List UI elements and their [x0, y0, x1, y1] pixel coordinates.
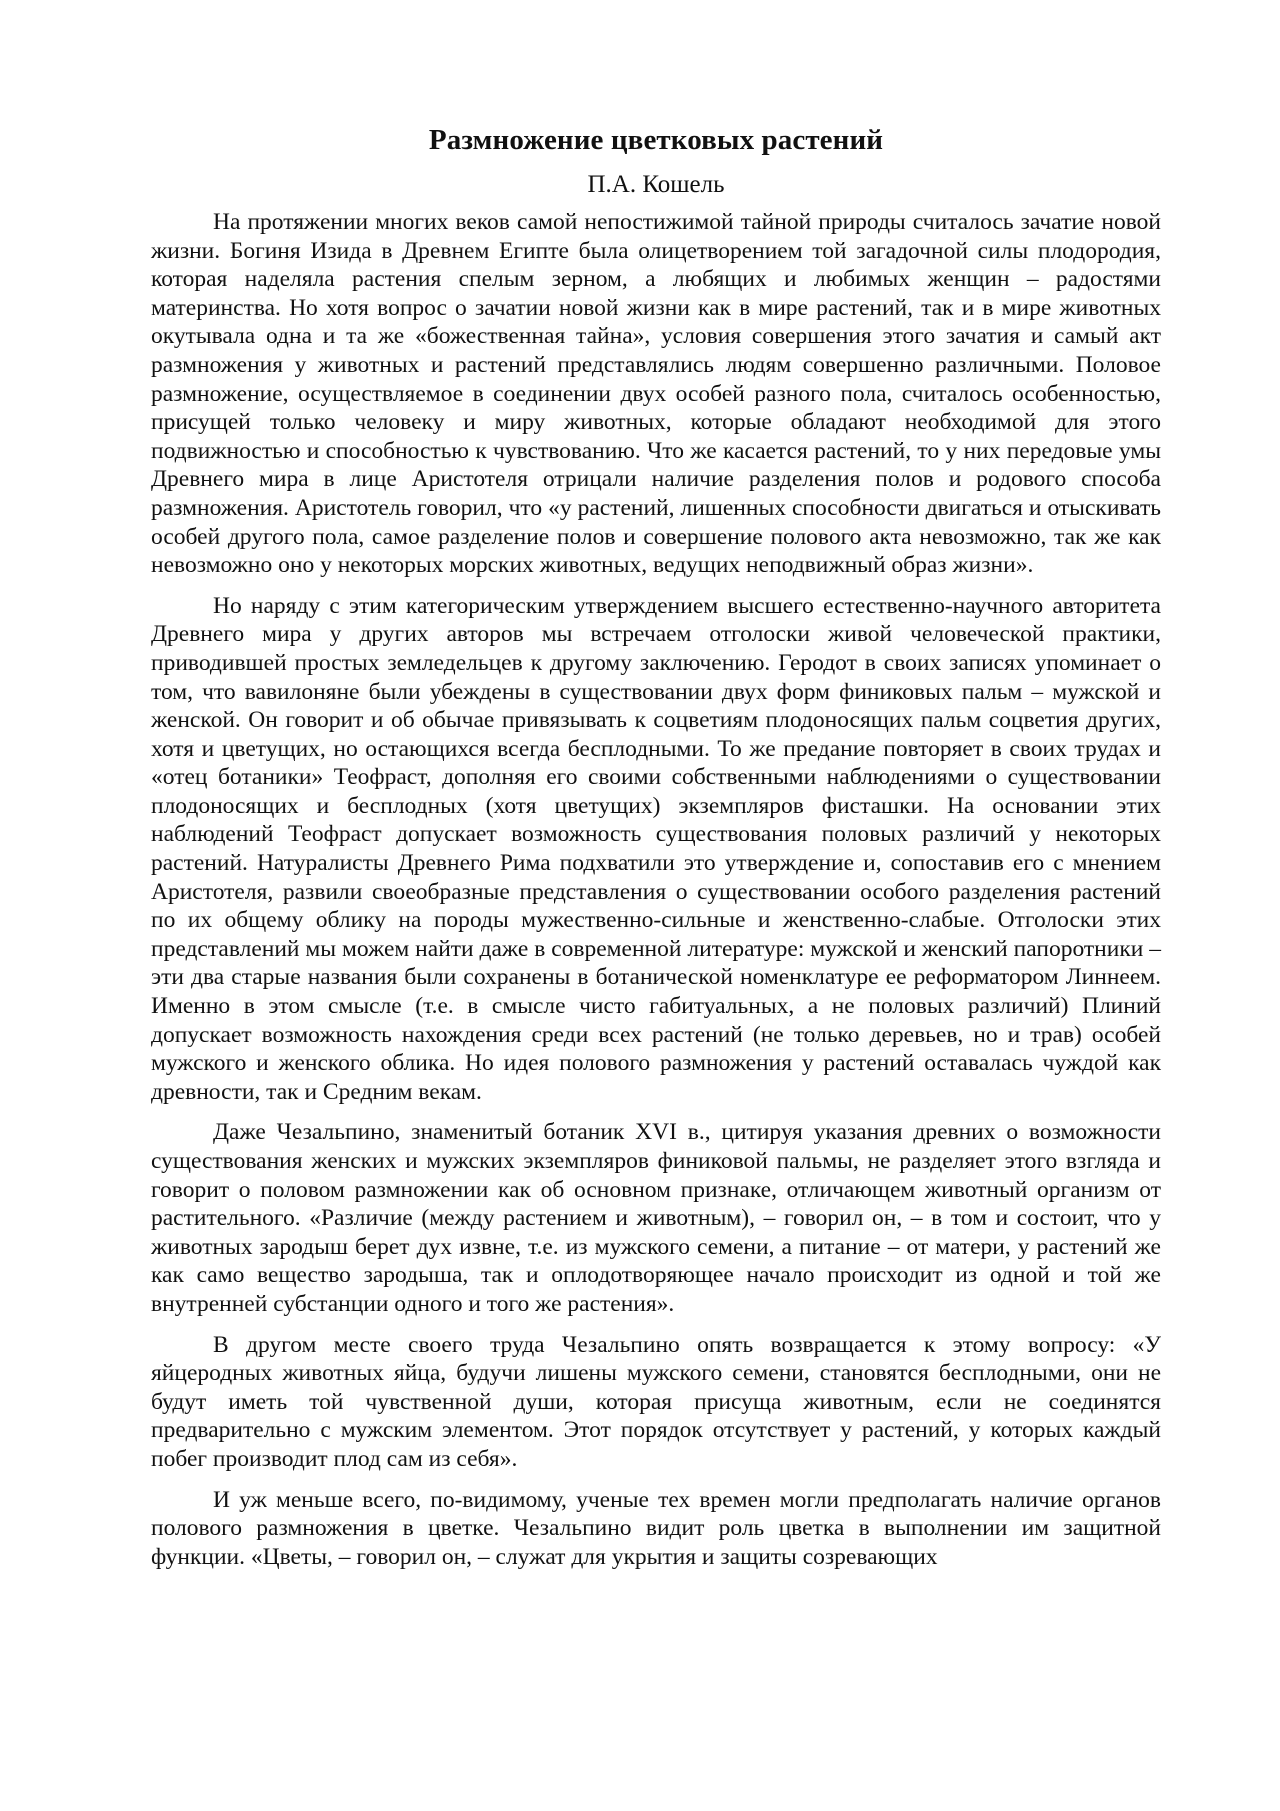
document-author: П.А. Кошель: [587, 171, 725, 198]
paragraph: И уж меньше всего, по-видимому, ученые тех времен могли предполагать наличие органов полового размножения в цветке. Чезальпино видит роль цветка в выполнении им защитной функции. «Цветы, – говорил он, – служат для укрытия и защиты созревающих: [151, 1486, 1161, 1570]
paragraph: В другом месте своего труда Чезальпино опять возвращается к этому вопросу: «У яйцеродных животных яйца, будучи лишены мужского семени, становятся бесплодными, они не будут иметь той чувственной души, которая присуща животным, если не соединятся предварительно с мужским элементом. Этот порядок отсутствует у растений, у которых каждый побег производит плод сам из себя».: [151, 1331, 1161, 1472]
paragraph: На протяжении многих веков самой непостижимой тайной природы считалось зачатие новой жизни. Богиня Изида в Древнем Египте была олицетворением той загадочной силы плодородия, которая наделяла растения спелым зерном, а любящих и любимых женщин – радостями материнства. Но хотя вопрос о зачатии новой жизни как в мире растений, так и в мире животных окутывала одна и та же «божественная тайна», условия совершения этого зачатия и самый акт размножения у животных и растений представлялись людям совершенно различными. Половое размножение, осуществляемое в соединении двух особей разного пола, считалось особенностью, присущей только человеку и миру животных, которые обладают необходимой для этого подвижностью и способностью к чувствованию. Что же касается растений, то у них передовые умы Древнего мира в лице Аристотеля отрицали наличие разделения полов и родового способа размножения. Аристотель говорил, что «у растений, лишенных способности двигаться и отыскивать особей другого пола, самое разделение полов и совершение полового акта невозможно, так же как невозможно оно у некоторых морских животных, ведущих неподвижный образ жизни».: [151, 209, 1161, 579]
document-title: Размножение цветковых растений: [428, 124, 884, 156]
paragraph: Но наряду с этим категорическим утверждением высшего естественно-научного авторитета Древнего мира у других авторов мы встречаем отголоски живой человеческой практики, приводившей простых земледельцев к другому заключению. Геродот в своих записях упоминает о том, что вавилоняне были убеждены в существовании двух форм финиковых пальм – мужской и женской. Он говорит и об обычае привязывать к соцветиям плодоносящих пальм соцветия других, хотя и цветущих, но остающихся всегда бесплодными. То же предание повторяет в своих трудах и «отец ботаники» Теофраст, дополняя его своими собственными наблюдениями о существовании плодоносящих и бесплодных (хотя цветущих) экземпляров фисташки. На основании этих наблюдений Теофраст допускает возможность существования половых различий у некоторых растений. Натуралисты Древнего Рима подхватили это утверждение и, сопоставив его с мнением Аристотеля, развили своеобразные представления о существовании особого разделения растений по их общему облику на породы мужественно-сильные и женственно-слабые. Отголоски этих представлений мы можем найти даже в современной литературе: мужской и женский папоротники – эти два старые названия были сохранены в ботанической номенклатуре ее реформатором Линнеем. Именно в этом смысле (т.е. в смысле чисто габитуальных, а не половых различий) Плиний допускает возможность нахождения среди всех растений (не только деревьев, но и трав) особей мужского и женского облика. Но идея полового размножения у растений оставалась чуждой как древности, так и Средним векам.: [151, 592, 1161, 1105]
document-body: [151, 120, 1161, 1583]
paragraph: Даже Чезальпино, знаменитый ботаник XVI в., цитируя указания древних о возможности существования женских и мужских экземпляров финиковой пальмы, не разделяет этого взгляда и говорит о половом размножении как об основном признаке, отличающем животный организм от растительного. «Различие (между растением и животным), – говорил он, – в том и состоит, что у животных зародыш берет дух извне, т.е. из мужского семени, а питание – от матери, у растений же как само вещество зародыша, так и оплодотворяющее начало происходит из одной и той же внутренней субстанции одного и того же растения».: [151, 1119, 1161, 1317]
